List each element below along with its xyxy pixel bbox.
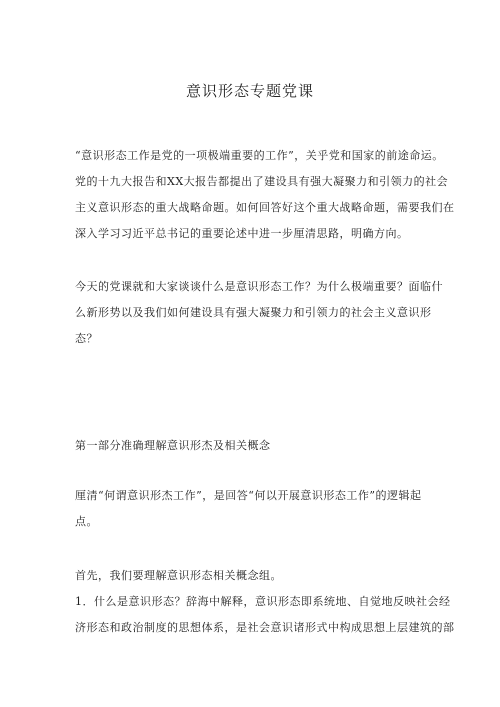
text-line: 厘清“何谓意识形杰工作”，是回答“何以开展意识形态工作”的逻辑起 — [75, 489, 422, 502]
paragraph-concepts — [75, 563, 455, 641]
text-line: 态？ — [75, 332, 98, 345]
text-line: 今天的党课就和大家谈谈什么是意识形态工作？为什么极端重要？面临什 — [75, 280, 443, 293]
text-line: 首先，我们要理解意识形态相关概念组。 — [75, 569, 282, 582]
paragraph-clarify — [75, 483, 440, 535]
document-title: 意识形态专题党课 — [185, 82, 314, 100]
text-line: 么新形势以及我们如何建设具有强大凝聚力和引领力的社会主义意识形 — [75, 306, 432, 319]
text-line: 济形态和政治制度的思想体系，是社会意识诸形式中构成思想上层建筑的部 — [75, 621, 455, 634]
text-line: 深入学习习近平总书记的重要论述中进一步厘清思路，明确方向。 — [75, 227, 409, 240]
text-line: 点。 — [75, 515, 98, 528]
paragraph-intro — [75, 143, 455, 247]
text-line: 主义意识形态的重大战略命题。如何回答好这个重大战略命题，需要我们在 — [75, 201, 455, 214]
section-heading — [75, 433, 440, 459]
section-heading-text: 第一部分准确理解意识形杰及相关概念 — [75, 439, 271, 452]
paragraph-questions — [75, 274, 443, 352]
text-line: 党的十九大报告和XX大报告都提出了建设具有强大凝聚力和引领力的社会 — [75, 175, 449, 188]
text-line: 1．什么是意识形态？辞海中解释，意识形态即系统地、自觉地反映社会经 — [75, 595, 451, 608]
text-line: “意识形态工作是党的一项极端重要的工作”，关乎党和国家的前途命运。 — [75, 149, 444, 162]
